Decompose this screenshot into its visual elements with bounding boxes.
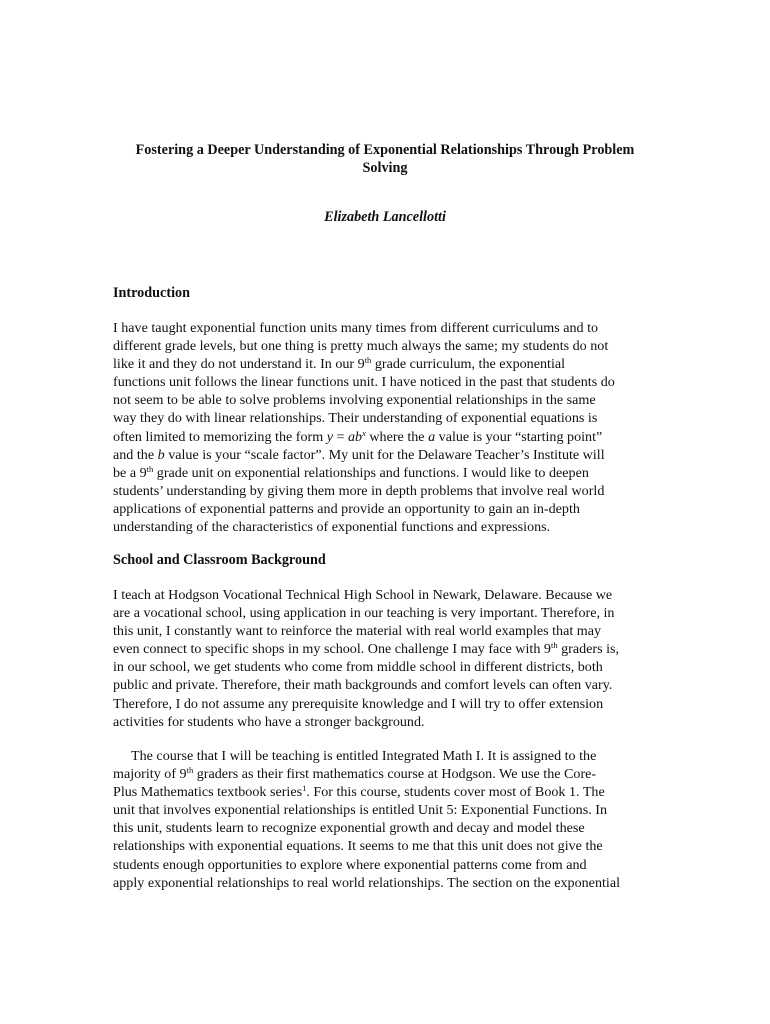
course-paragraph (113, 747, 659, 892)
document-title (100, 141, 670, 177)
text-line: unit that involves exponential relationships is entitled Unit 5: Exponential Functions. In (113, 802, 607, 819)
text-line: functions unit follows the linear functions unit. I have noticed in the past that students do (113, 374, 615, 391)
text-line: are a vocational school, using application in our teaching is very important. Therefore, in (113, 605, 615, 622)
introduction-paragraph (113, 319, 659, 536)
text-line: Plus Mathematics textbook series$^1$. For this course, students cover most of Book 1. The (113, 783, 605, 801)
text-line: public and private. Therefore, their math backgrounds and comfort levels can often vary. (113, 677, 613, 694)
text-line: in our school, we get students who come from middle school in different districts, both (113, 659, 603, 676)
text-line: this unit, I constantly want to reinforce the material with real world examples that may (113, 623, 602, 640)
title-line-1: Fostering a Deeper Understanding of Exponential Relationships Through Problem (135, 142, 635, 158)
text-line: this unit, students learn to recognize exponential growth and decay and model these (113, 820, 585, 837)
section-heading-school-background: School and Classroom Background (113, 552, 326, 568)
text-line: I teach at Hodgson Vocational Technical High School in Newark, Delaware. Because we (113, 587, 613, 603)
text-line: activities for students who have a stronger background. (113, 713, 425, 730)
text-line: and the b value is your “scale factor”. My unit for the Delaware Teacher’s Institute will (113, 446, 605, 463)
title-line-2: Solving (362, 160, 408, 176)
text-line: students enough opportunities to explore where exponential patterns come from and (113, 856, 587, 873)
text-line: different grade levels, but one thing is pretty much always the same; my students do not (113, 338, 609, 355)
text-line: not seem to be able to solve problems involving exponential relationships in the same (113, 392, 596, 409)
text-line: even connect to specific shops in my school. One challenge I may face with 9th graders is, (113, 640, 620, 658)
text-line: students’ understanding by giving them more in depth problems that involve real world (113, 482, 605, 499)
footnote-marker: 1 (302, 783, 307, 794)
text-line: be a 9th grade unit on exponential relationships and functions. I would like to deepen (113, 463, 589, 481)
text-line: The course that I will be teaching is entitled Integrated Math I. It is assigned to the (131, 748, 597, 764)
author-name: Elizabeth Lancellotti (324, 209, 446, 225)
text-line: relationships with exponential equations. It seems to me that this unit does not give the (113, 838, 603, 855)
text-line: majority of 9th graders as their first mathematics course at Hodgson. We use the Core- (113, 765, 597, 783)
text-line: Therefore, I do not assume any prerequisite knowledge and I will try to offer extension (113, 695, 604, 712)
text-line: way they do with linear relationships. Their understanding of exponential equations is (113, 410, 598, 427)
text-line: like it and they do not understand it. In our 9th grade curriculum, the exponential (113, 355, 566, 373)
text-line: understanding of the characteristics of exponential functions and expressions. (113, 519, 551, 536)
section-heading-introduction: Introduction (113, 285, 190, 301)
school-background-paragraph (113, 586, 659, 731)
text-line: often limited to memorizing the form $y = ab^x$ where the a value is your “starting point” (113, 427, 603, 445)
text-line: applications of exponential patterns and provide an opportunity to gain an in-depth (113, 500, 580, 517)
text-line: I have taught exponential function units many times from different curriculums and to (113, 320, 599, 336)
text-line: apply exponential relationships to real world relationships. The section on the exponential (113, 874, 620, 891)
